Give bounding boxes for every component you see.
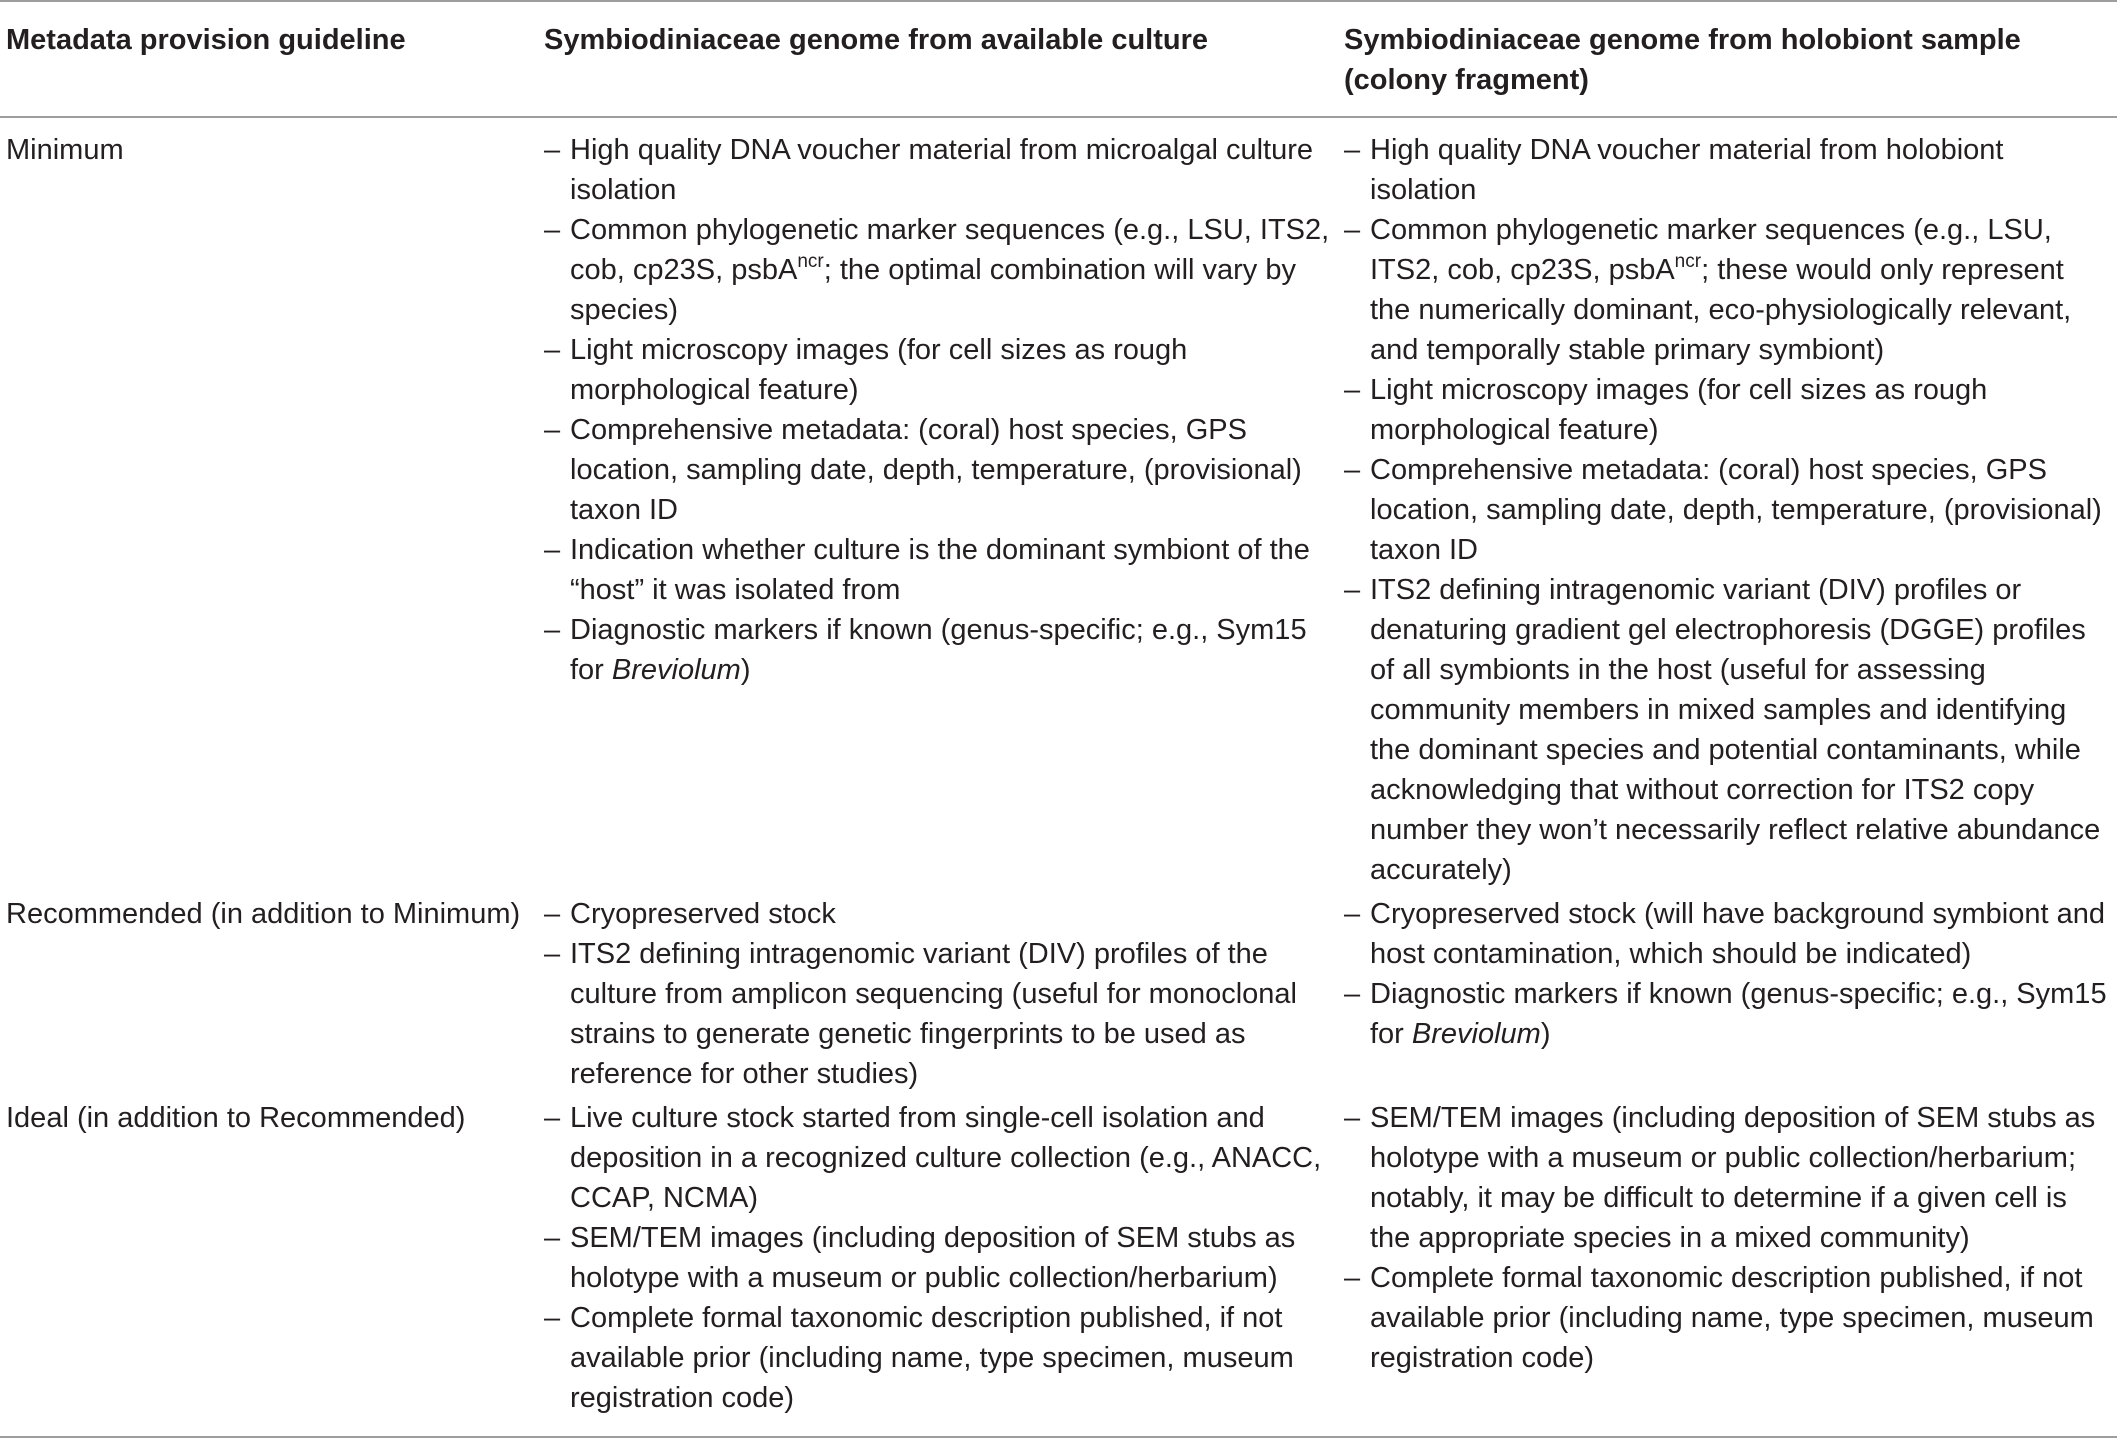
item-text: Diagnostic markers if known (genus-specific; e.g., Sym15 for — [570, 614, 1307, 686]
culture-list — [544, 1098, 1330, 1418]
culture-list — [544, 894, 1330, 1094]
holobiont-cell — [1338, 894, 2117, 1098]
row-level: Ideal (in addition to Recommended) — [6, 1102, 466, 1134]
holobiont-list — [1344, 894, 2109, 1054]
superscript: ncr — [1674, 251, 1702, 272]
header-culture: Symbiodiniaceae genome from available culture — [544, 24, 1208, 56]
genus-name: Breviolum — [611, 654, 741, 686]
holobiont-cell — [1338, 1098, 2117, 1437]
list-item: – High quality DNA voucher material from holobiont isolation — [1344, 130, 2109, 210]
culture-cell — [538, 1098, 1338, 1437]
item-text: Common phylogenetic marker sequences (e.g., LSU, ITS2, cob, cp23S, psbA — [1370, 214, 2052, 286]
list-item: – Complete formal taxonomic description published, if not available prior (including name, type specimen, museum registration code) — [1344, 1258, 2109, 1378]
table-row-recommended — [0, 894, 2117, 1098]
list-item: – Cryopreserved stock — [544, 894, 1330, 934]
genus-name: Breviolum — [1411, 1018, 1541, 1050]
table-row-minimum — [0, 117, 2117, 894]
header-row — [0, 1, 2117, 117]
list-item: – ITS2 defining intragenomic variant (DIV) profiles of the culture from amplicon sequencing (useful for monoclonal strains to generate genetic fingerprints to be used as reference for other studies) — [544, 934, 1330, 1094]
holobiont-cell — [1338, 117, 2117, 894]
list-item — [1344, 974, 2109, 1054]
list-item: – SEM/TEM images (including deposition of SEM stubs as holotype with a museum or public collection/herbarium; notably, it may be difficult to determine if a given cell is the appropriate species in a mixed community) — [1344, 1098, 2109, 1258]
list-item — [1344, 210, 2109, 370]
list-item: – High quality DNA voucher material from microalgal culture isolation — [544, 130, 1330, 210]
holobiont-list — [1344, 130, 2109, 890]
table-header — [0, 1, 2117, 117]
list-item: – Cryopreserved stock (will have background symbiont and host contamination, which should be indicated) — [1344, 894, 2109, 974]
culture-cell — [538, 117, 1338, 894]
list-item: – SEM/TEM images (including deposition of SEM stubs as holotype with a museum or public collection/herbarium) — [544, 1218, 1330, 1298]
list-item: – Comprehensive metadata: (coral) host species, GPS location, sampling date, depth, temperature, (provisional) taxon ID — [544, 410, 1330, 530]
row-level: Minimum — [6, 134, 124, 166]
list-item: – Complete formal taxonomic description published, if not available prior (including name, type specimen, museum registration code) — [544, 1298, 1330, 1418]
item-text: Diagnostic markers if known (genus-specific; e.g., Sym15 for — [1370, 978, 2107, 1050]
item-text: ) — [1540, 1018, 1551, 1050]
item-text: Common phylogenetic marker sequences (e.g., LSU, ITS2, cob, cp23S, psbA — [570, 214, 1330, 286]
list-item — [544, 610, 1330, 690]
culture-list — [544, 130, 1330, 690]
header-guideline: Metadata provision guideline — [6, 24, 406, 56]
list-item: – ITS2 defining intragenomic variant (DIV) profiles or denaturing gradient gel electrophoresis (DGGE) profiles of all symbionts in the host (useful for assessing community members in mixed samples and identifying the dominant species and potential contaminants, while acknowledging that without correction for ITS2 copy number they won’t necessarily reflect relative abundance accurately) — [1344, 570, 2109, 890]
list-item: – Live culture stock started from single-cell isolation and deposition in a recognized culture collection (e.g., ANACC, CCAP, NCMA) — [544, 1098, 1330, 1218]
list-item: – Comprehensive metadata: (coral) host species, GPS location, sampling date, depth, temperature, (provisional) taxon ID — [1344, 450, 2109, 570]
culture-cell — [538, 894, 1338, 1098]
item-text: ; these would only represent the numerically dominant, eco-physiologically relevant, and temporally stable primary symbiont) — [1370, 254, 2072, 366]
table-row-ideal — [0, 1098, 2117, 1437]
superscript: ncr — [797, 251, 824, 272]
item-text: ) — [740, 654, 751, 686]
item-text: ; the optimal combination will vary by species) — [570, 254, 1296, 326]
table-body — [0, 117, 2117, 1437]
list-item: – Light microscopy images (for cell sizes as rough morphological feature) — [544, 330, 1330, 410]
row-level: Recommended (in addition to Minimum) — [6, 898, 521, 930]
list-item: – Indication whether culture is the dominant symbiont of the “host” it was isolated from — [544, 530, 1330, 610]
header-holobiont: Symbiodiniaceae genome from holobiont sample (colony fragment) — [1344, 24, 2021, 96]
holobiont-list — [1344, 1098, 2109, 1378]
list-item — [544, 210, 1330, 330]
list-item: – Light microscopy images (for cell sizes as rough morphological feature) — [1344, 370, 2109, 450]
